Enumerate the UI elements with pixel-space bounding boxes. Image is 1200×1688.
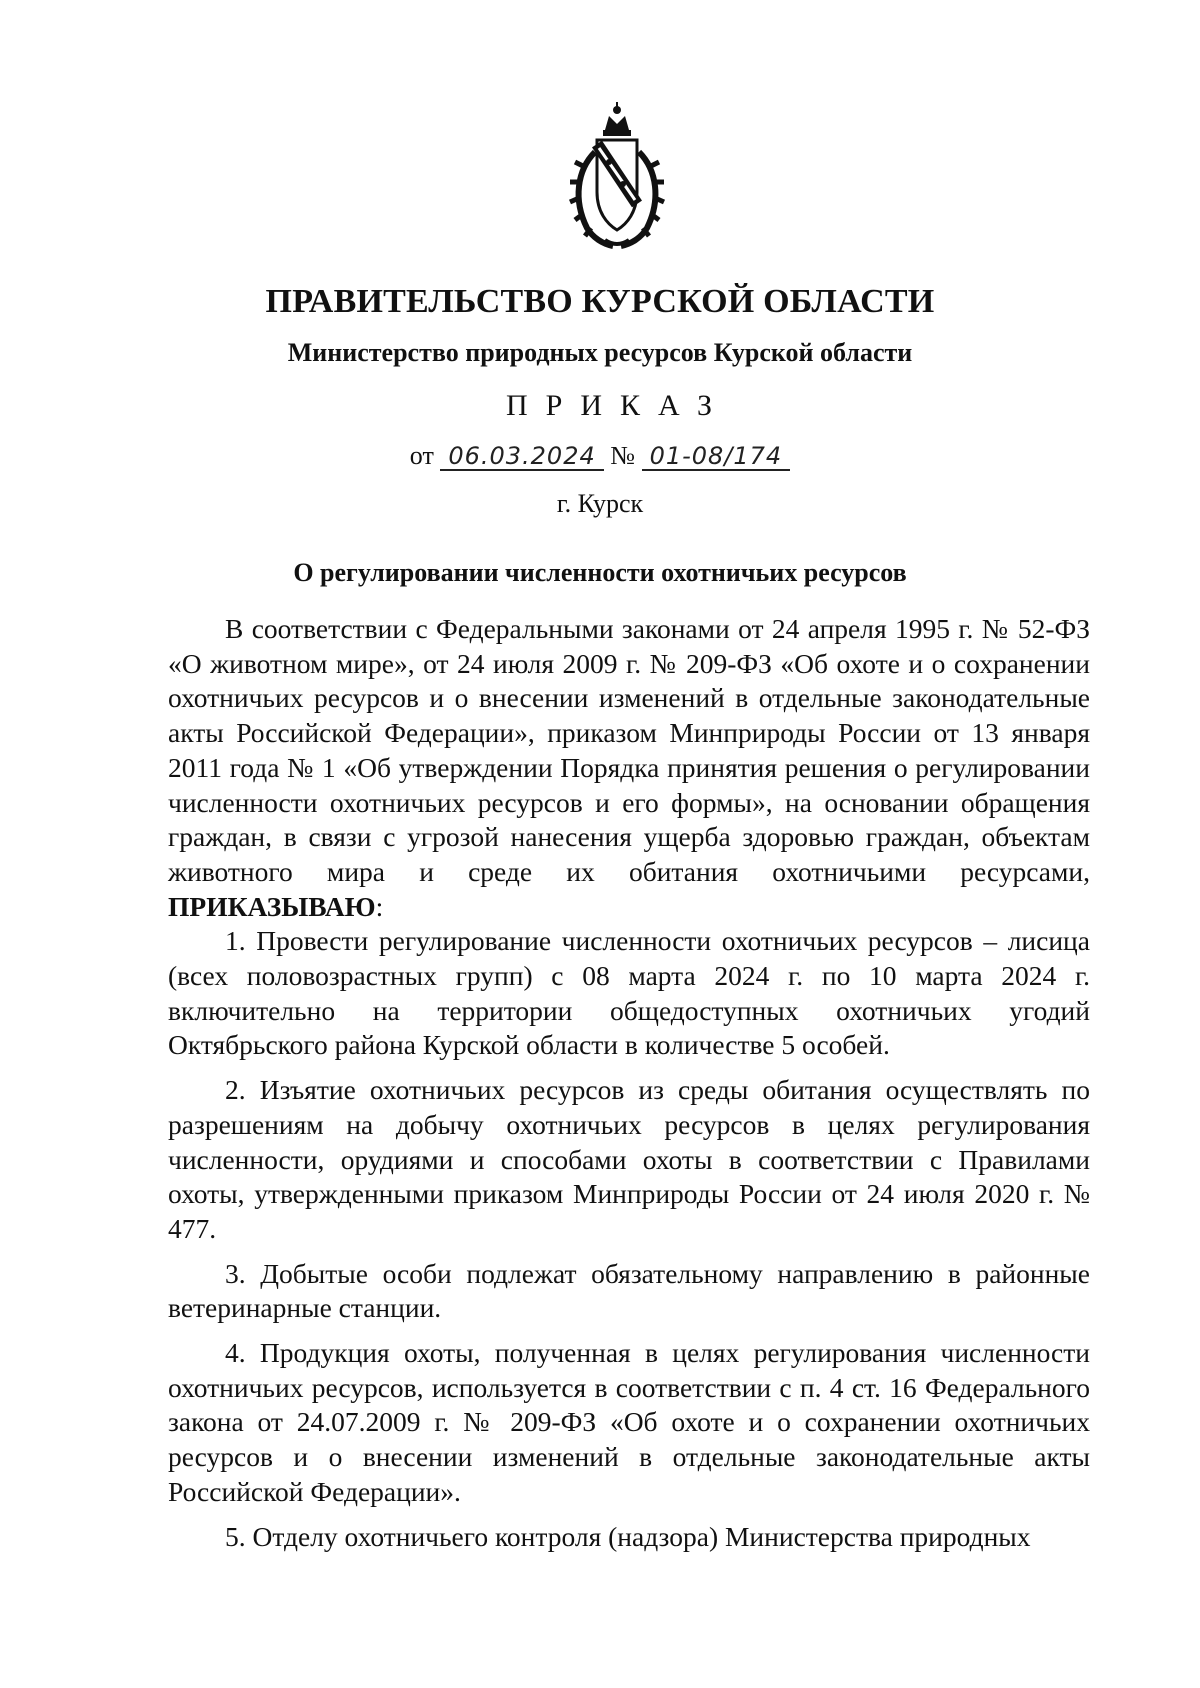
order-body [168, 612, 1090, 1554]
preamble-text: В соответствии с Федеральными законами от 24 апреля 1995 г. № 52-ФЗ «О животном мире», от 24 июля 2009 г. № 209-ФЗ «Об охоте и о сохранении охотничьих ресурсов и о внесении изменений в отдельные законодательные акты Российской Федерации», приказом Минприроды России от 13 января 2011 года № 1 «Об утверждении Порядка принятия решения о регулировании численности охотничьих ресурсов и его формы», на основании обращения граждан, в связи с угрозой нанесения ущерба здоровью граждан, объектам животного мира и среде их обитания охотничьими ресурсами, [168, 613, 1090, 887]
command-word: ПРИКАЗЫВАЮ [168, 890, 376, 922]
item-5: 5. Отделу охотничьего контроля (надзора) Министерства природных [225, 1520, 1031, 1552]
ministry-name: Министерство природных ресурсов Курской области [287, 338, 913, 367]
item-1: 1. Провести регулирование численности охотничьих ресурсов – лисица (всех половозрастных групп) с 08 марта 2024 г. по 10 марта 2024 г. включительно на территории общедоступных охотничьих угодий Октябрьского района Курской области в количестве 5 особей. [168, 925, 1090, 1061]
item-3: 3. Добытые особи подлежат обязательному направлению в районные ветеринарные станции. [168, 1257, 1090, 1324]
preamble-paragraph [168, 612, 1090, 924]
government-title: ПРАВИТЕЛЬСТВО КУРСКОЙ ОБЛАСТИ [265, 283, 935, 320]
order-date-number [0, 441, 1200, 471]
command-suffix: : [375, 890, 384, 922]
city: г. Курск [556, 489, 644, 518]
handwritten-date: 06.03.2024 [440, 443, 603, 471]
item-2: 2. Изъятие охотничьих ресурсов из среды обитания осуществлять по разрешениям на добычу охотничьих ресурсов в целях регулирования численности, орудиями и способами охоты в соответствии с Правилами охоты, утвержденными приказом Минприроды России от 24 июля 2020 г. № 477. [168, 1074, 1090, 1244]
handwritten-number: 01-08/174 [642, 443, 791, 471]
number-prefix: № [610, 441, 636, 470]
order-subject: О регулировании численности охотничьих ресурсов [293, 558, 907, 587]
item-4: 4. Продукция охоты, полученная в целях регулирования численности охотничьих ресурсов, используется в соответствии с п. 4 ст. 16 Федерального закона от 24.07.2009 г. № 209-ФЗ «Об охоте и о сохранении охотничьих ресурсов и о внесении изменений в отдельные законодательные акты Российской Федерации». [168, 1337, 1090, 1507]
date-prefix: от [409, 441, 434, 470]
coat-of-arms-icon [565, 100, 669, 250]
order-heading: ПРИКАЗ [506, 389, 730, 422]
